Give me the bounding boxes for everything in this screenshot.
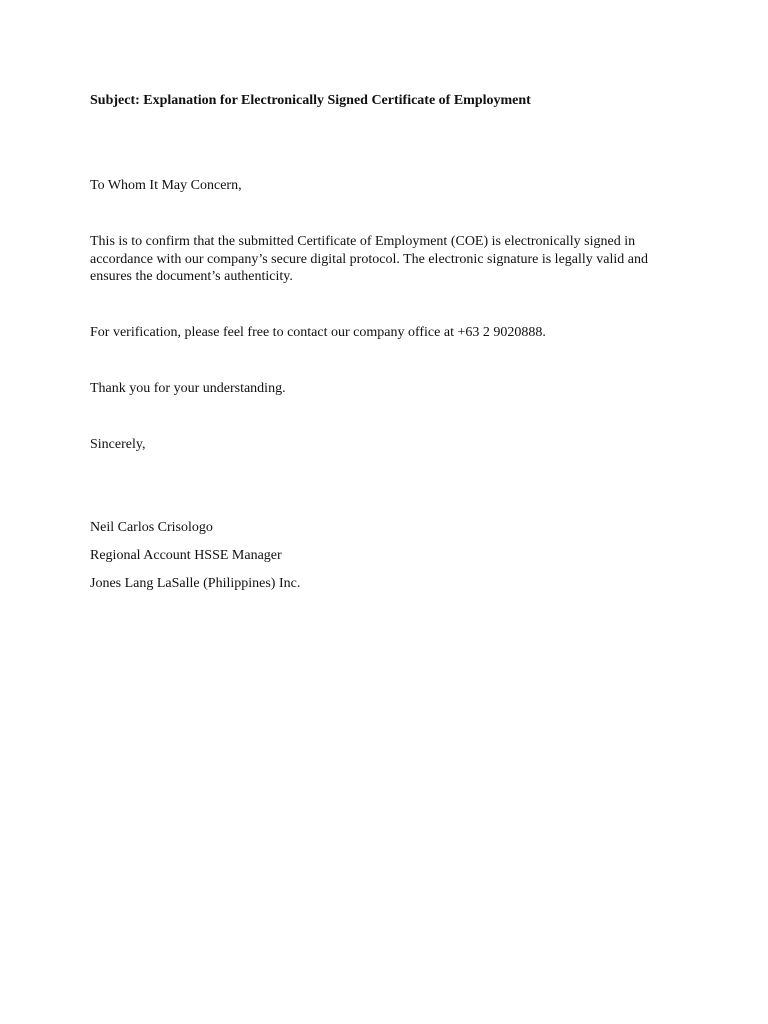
letter-thanks: Thank you for your understanding. bbox=[90, 381, 286, 396]
letter-verification-paragraph: For verification, please feel free to contact our company office at +63 2 9020888. bbox=[90, 325, 546, 340]
signatory-company: Jones Lang LaSalle (Philippines) Inc. bbox=[90, 576, 301, 591]
letter-salutation: To Whom It May Concern, bbox=[90, 178, 242, 193]
letter-body-paragraph: This is to confirm that the submitted Certificate of Employment (COE) is electronically signed in accordance with our company’s secure digital protocol. The electronic signature is legally valid and ensures the document’s authenticity. bbox=[90, 234, 648, 284]
signatory-name: Neil Carlos Crisologo bbox=[90, 520, 213, 535]
signatory-title: Regional Account HSSE Manager bbox=[90, 548, 282, 563]
letter-subject: Subject: Explanation for Electronically Signed Certificate of Employment bbox=[90, 93, 531, 108]
letter-closing: Sincerely, bbox=[90, 437, 146, 452]
